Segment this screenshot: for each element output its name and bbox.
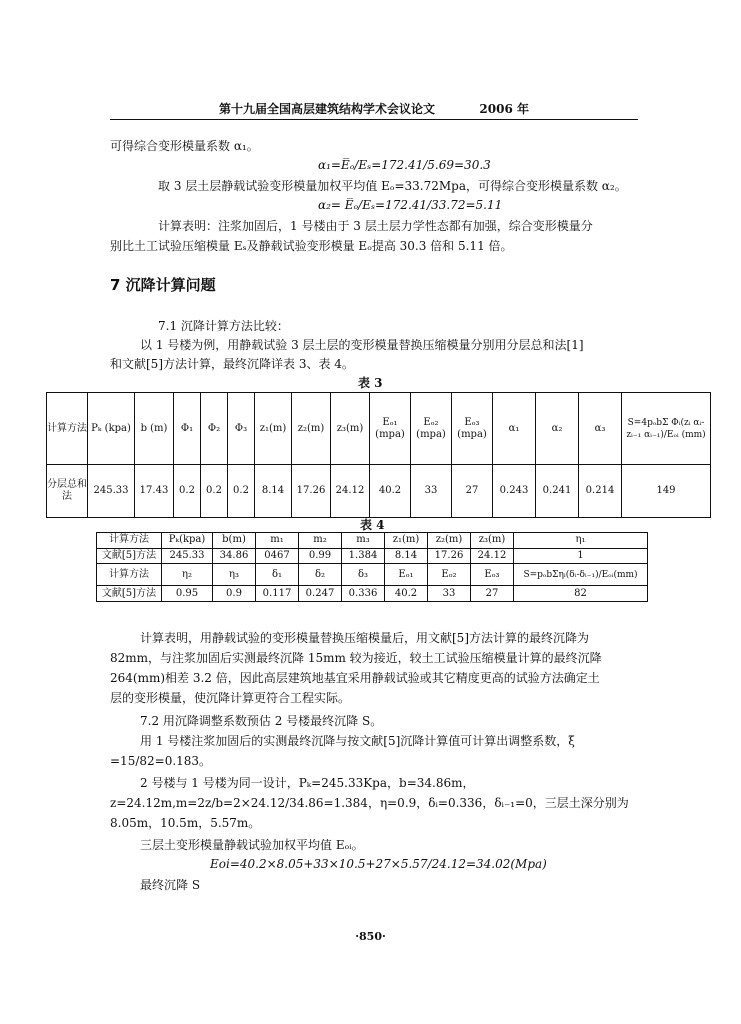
t4-header: Pₖ(kpa) — [162, 533, 213, 549]
subsection-7-2: 7.2 用沉降调整系数预估 2 号楼最终沉降 S。 — [140, 714, 383, 728]
paragraph-d-line1: 计算表明，用静载试验的变形模量替换压缩模量后，用文献[5]方法计算的最终沉降为 — [140, 631, 590, 645]
paragraph-g: 三层土变形模量静载试验加权平均值 Eₒᵢ。 — [140, 838, 364, 852]
t4-header: 计算方法 — [97, 533, 162, 549]
t4-header: z₃(m) — [471, 533, 514, 549]
t4-cell: 17.26 — [428, 548, 471, 564]
t4-header: 计算方法 — [97, 564, 162, 586]
t3-header: Eₒ₃ (mpa) — [452, 393, 493, 465]
t3-cell: 0.241 — [536, 465, 579, 518]
t4-cell: 1.384 — [342, 548, 385, 564]
paragraph-e-line2: =15/82=0.183。 — [110, 754, 212, 768]
t4-cell: 82 — [514, 586, 648, 602]
t4-header: η₃ — [213, 564, 256, 586]
paragraph-b-line1: 计算表明：注浆加固后，1 号楼由于 3 层土层力学性态都有加强，综合变形模量分 — [158, 219, 593, 233]
table3-caption: 表 3 — [358, 376, 383, 390]
t4-cell: 0.117 — [256, 586, 299, 602]
t3-header: z₁(m) — [255, 393, 292, 465]
t3-header: z₃(m) — [331, 393, 370, 465]
t3-cell: 17.26 — [292, 465, 331, 518]
section-title: 7 沉降计算问题 — [110, 276, 216, 294]
t3-header: Φ₂ — [201, 393, 228, 465]
t3-cell: 24.12 — [331, 465, 370, 518]
table4-caption: 表 4 — [360, 518, 385, 532]
header-year: 2006 年 — [479, 102, 529, 116]
t3-cell: 27 — [452, 465, 493, 518]
paragraph-f-line1: 2 号楼与 1 号楼为同一设计，Pₖ=245.33Kpa，b=34.86m， — [140, 776, 475, 790]
table-3 — [46, 392, 711, 518]
t4-cell: 1 — [514, 548, 648, 564]
intro-line: 可得综合变形模量系数 α₁。 — [110, 139, 259, 153]
t4-cell: 27 — [471, 586, 514, 602]
paragraph-b-line2: 别比土工试验压缩模量 Eₛ及静载试验变形模量 Eₒ提高 30.3 倍和 5.11 倍。 — [110, 239, 513, 253]
t4-header: m₂ — [299, 533, 342, 549]
paragraph-e-line1: 用 1 号楼注浆加固后的实测最终沉降与按文献[5]沉降计算值可计算出调整系数，ξ — [140, 734, 575, 748]
t3-cell: 8.14 — [255, 465, 292, 518]
t3-header: z₂(m) — [292, 393, 331, 465]
paragraph-f-line2: z=24.12m,m=2z/b=2×24.12/34.86=1.384，η=0.9，δᵢ=0.336，δᵢ₋₁=0，三层土深分别为 — [110, 796, 629, 810]
t3-cell: 0.2 — [228, 465, 255, 518]
t3-cell: 17.43 — [135, 465, 174, 518]
t4-cell: 34.86 — [213, 548, 256, 564]
equation-alpha1: α₁=E̅ₒ/Eₛ=172.41/5.69=30.3 — [318, 158, 491, 172]
t4-header: m₃ — [342, 533, 385, 549]
t4-cell: 文献[5]方法 — [97, 586, 162, 602]
t4-cell: 24.12 — [471, 548, 514, 564]
t3-header: b (m) — [135, 393, 174, 465]
t3-cell: 40.2 — [370, 465, 411, 518]
paragraph-c-line1: 以 1 号楼为例，用静载试验 3 层土层的变形模量替换压缩模量分别用分层总和法[1] — [140, 338, 584, 352]
t4-header: Eₒ₃ — [471, 564, 514, 586]
t3-cell: 245.33 — [88, 465, 135, 518]
t4-cell: 0.9 — [213, 586, 256, 602]
conference-title: 第十九届全国高层建筑结构学术会议论文 — [219, 102, 436, 116]
t4-header: b(m) — [213, 533, 256, 549]
t3-header: Pₖ (kpa) — [88, 393, 135, 465]
paragraph-d-line3: 264(mm)相差 3.2 倍，因此高层建筑地基宜采用静载试验或其它精度更高的试验方法确定土 — [110, 671, 600, 685]
paragraph-d-line4: 层的变形模量，使沉降计算更符合工程实际。 — [110, 691, 351, 705]
t3-header: Φ₃ — [228, 393, 255, 465]
t4-header: z₁(m) — [385, 533, 428, 549]
t3-cell: 0.214 — [579, 465, 622, 518]
t3-header: Eₒ₂ (mpa) — [411, 393, 452, 465]
table-4 — [96, 532, 648, 602]
t3-cell: 149 — [622, 465, 711, 518]
t4-header: z₂(m) — [428, 533, 471, 549]
subsection-7-1: 7.1 沉降计算方法比较： — [158, 319, 289, 333]
t3-cell: 0.2 — [201, 465, 228, 518]
t4-cell: 0.247 — [299, 586, 342, 602]
equation-eoi: Eoi=40.2×8.05+33×10.5+27×5.57/24.12=34.02(Mpa) — [210, 857, 547, 871]
t3-header: α₂ — [536, 393, 579, 465]
t3-cell: 0.2 — [174, 465, 201, 518]
t4-cell: 0.95 — [162, 586, 213, 602]
t4-cell: 33 — [428, 586, 471, 602]
t3-cell: 33 — [411, 465, 452, 518]
t4-header: S=pₒbΣηᵢ(δᵢ-δᵢ₋₁)/Eₒᵢ(mm) — [514, 564, 648, 586]
t4-header: δ₂ — [299, 564, 342, 586]
paragraph-a: 取 3 层土层静载试验变形模量加权平均值 Eₒ=33.72Mpa，可得综合变形模量系数 α₂。 — [158, 179, 627, 193]
t4-header: η₂ — [162, 564, 213, 586]
t4-header: m₁ — [256, 533, 299, 549]
paragraph-h: 最终沉降 S — [140, 878, 201, 892]
t4-cell: 40.2 — [385, 586, 428, 602]
t4-header: η₁ — [514, 533, 648, 549]
paragraph-f-line3: 8.05m，10.5m，5.57m。 — [110, 816, 261, 830]
t4-header: δ₃ — [342, 564, 385, 586]
t4-header: Eₒ₁ — [385, 564, 428, 586]
equation-alpha2: α₂= E̅ₒ/Eₛ=172.41/33.72=5.11 — [318, 198, 503, 212]
paragraph-c-line2: 和文献[5]方法计算，最终沉降详表 3、表 4。 — [110, 357, 354, 371]
t4-cell: 0.336 — [342, 586, 385, 602]
t3-header: Φ₁ — [174, 393, 201, 465]
header-rule — [110, 119, 638, 120]
t4-cell: 0467 — [256, 548, 299, 564]
t3-header: 计算方法 — [47, 393, 88, 465]
t3-header: S=4pₒbΣ Φᵢ(zᵢ αᵢ-zᵢ₋₁ αᵢ₋₁)/Eₒᵢ (mm) — [622, 393, 711, 465]
t4-cell: 文献[5]方法 — [97, 548, 162, 564]
t3-header: α₃ — [579, 393, 622, 465]
running-header — [110, 100, 638, 117]
t4-cell: 8.14 — [385, 548, 428, 564]
page-number: ·850· — [355, 930, 386, 943]
t4-cell: 245.33 — [162, 548, 213, 564]
t3-cell: 分层总和法 — [47, 465, 88, 518]
t4-cell: 0.99 — [299, 548, 342, 564]
t3-header: α₁ — [493, 393, 536, 465]
t3-cell: 0.243 — [493, 465, 536, 518]
t4-header: δ₁ — [256, 564, 299, 586]
t3-header: Eₒ₁ (mpa) — [370, 393, 411, 465]
paragraph-d-line2: 82mm，与注浆加固后实测最终沉降 15mm 较为接近，较土工试验压缩模量计算的最终沉降 — [110, 651, 602, 665]
t4-header: Eₒ₂ — [428, 564, 471, 586]
